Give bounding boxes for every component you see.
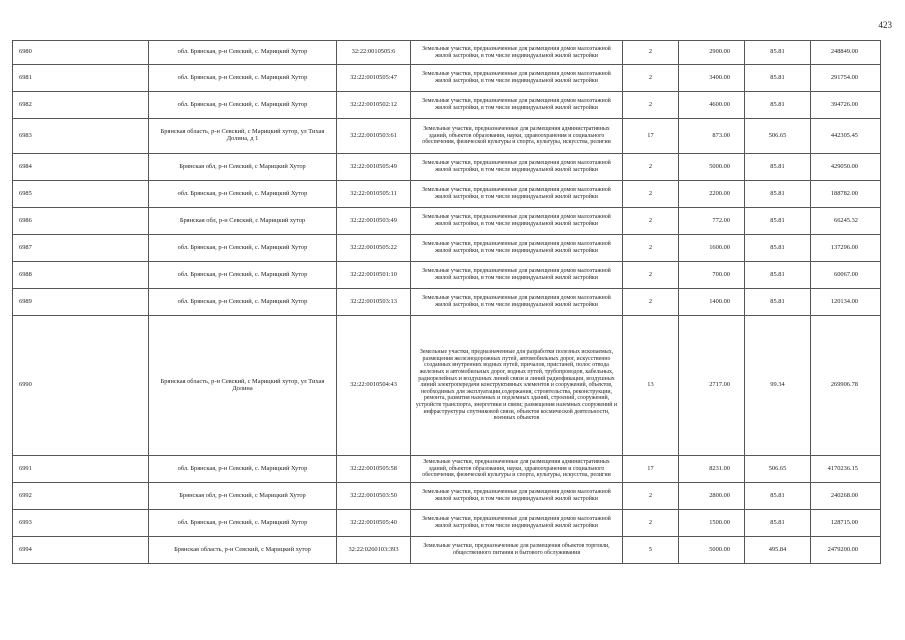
cell-land-purpose: Земельные участки, предназначенные для размещения домов малоэтажной жилой застройки, в том числе индивидуальной жилой застройки — [411, 262, 623, 289]
cell-cadastral-value: 2479200.00 — [811, 537, 881, 564]
cell-specific-value: 99.34 — [745, 316, 811, 456]
cell-address: Брянская область, р-н Севский, с Марицкий хутор, ул Тихая Долина, д 1 — [149, 119, 337, 154]
cell-address: Брянская область, р-н Севский, с Марицкий хутор, ул Тихая Долина — [149, 316, 337, 456]
cell-number: 6989 — [13, 289, 149, 316]
table-body — [13, 41, 881, 564]
cell-cadastral-number: 32:22:0010505:6 — [337, 41, 411, 65]
cell-specific-value: 85.81 — [745, 208, 811, 235]
cell-area: 5000.00 — [679, 154, 745, 181]
table-row — [13, 154, 881, 181]
cell-group: 5 — [623, 537, 679, 564]
cell-number: 6980 — [13, 41, 149, 65]
cell-cadastral-number: 32:22:0010505:11 — [337, 181, 411, 208]
cell-number: 6984 — [13, 154, 149, 181]
cell-cadastral-number: 32:22:0010503:61 — [337, 119, 411, 154]
cell-cadastral-number: 32:22:0010505:47 — [337, 65, 411, 92]
table-row — [13, 208, 881, 235]
cell-specific-value: 506.65 — [745, 456, 811, 483]
cell-specific-value: 85.81 — [745, 262, 811, 289]
cell-area: 8231.00 — [679, 456, 745, 483]
table-row — [13, 510, 881, 537]
cell-address: Брянская обл, р-н Севский, с Марицкий хутор — [149, 208, 337, 235]
table-row — [13, 537, 881, 564]
table-row — [13, 235, 881, 262]
table-row — [13, 289, 881, 316]
cell-cadastral-value: 269906.78 — [811, 316, 881, 456]
cell-specific-value: 85.81 — [745, 289, 811, 316]
cell-address: обл. Брянская, р-н Севский, с. Марицкий Хутор — [149, 262, 337, 289]
cell-land-purpose: Земельные участки, предназначенные для размещения домов малоэтажной жилой застройки, в том числе индивидуальной жилой застройки — [411, 235, 623, 262]
cell-number: 6982 — [13, 92, 149, 119]
cell-number: 6993 — [13, 510, 149, 537]
cell-cadastral-number: 32:22:0010505:58 — [337, 456, 411, 483]
table-row — [13, 181, 881, 208]
cell-area: 2717.00 — [679, 316, 745, 456]
cell-number: 6986 — [13, 208, 149, 235]
cell-number: 6987 — [13, 235, 149, 262]
table-row — [13, 119, 881, 154]
cell-cadastral-number: 32:22:0010504:43 — [337, 316, 411, 456]
cell-specific-value: 85.81 — [745, 41, 811, 65]
cell-area: 772.00 — [679, 208, 745, 235]
cell-group: 17 — [623, 119, 679, 154]
cell-area: 2200.00 — [679, 181, 745, 208]
cell-group: 2 — [623, 483, 679, 510]
cell-land-purpose: Земельные участки, предназначенные для размещения домов малоэтажной жилой застройки, в том числе индивидуальной жилой застройки — [411, 92, 623, 119]
cell-cadastral-number: 32:22:0010501:10 — [337, 262, 411, 289]
cell-cadastral-value: 394726.00 — [811, 92, 881, 119]
cell-cadastral-number: 32:22:0260103:393 — [337, 537, 411, 564]
cell-area: 5000.00 — [679, 537, 745, 564]
cell-specific-value: 506.65 — [745, 119, 811, 154]
cell-group: 17 — [623, 456, 679, 483]
cell-cadastral-value: 128715.00 — [811, 510, 881, 537]
cell-group: 2 — [623, 181, 679, 208]
table-row — [13, 92, 881, 119]
cell-group: 2 — [623, 208, 679, 235]
cell-area: 700.00 — [679, 262, 745, 289]
cell-address: обл. Брянская, р-н Севский, с. Марицкий Хутор — [149, 456, 337, 483]
cell-cadastral-value: 4170236.15 — [811, 456, 881, 483]
cell-number: 6994 — [13, 537, 149, 564]
cell-specific-value: 85.81 — [745, 65, 811, 92]
cell-specific-value: 85.81 — [745, 483, 811, 510]
cell-specific-value: 495.84 — [745, 537, 811, 564]
cell-area: 1600.00 — [679, 235, 745, 262]
cell-number: 6990 — [13, 316, 149, 456]
cell-area: 2800.00 — [679, 483, 745, 510]
table-row — [13, 483, 881, 510]
cell-specific-value: 85.81 — [745, 92, 811, 119]
cell-specific-value: 85.81 — [745, 235, 811, 262]
cell-land-purpose: Земельные участки, предназначенные для размещения домов малоэтажной жилой застройки, в том числе индивидуальной жилой застройки — [411, 289, 623, 316]
cell-group: 2 — [623, 262, 679, 289]
cell-land-purpose: Земельные участки, предназначенные для размещения административных зданий, объектов образования, науки, здравоохранения и социального обеспечения, физической культуры и спорта, культуры, искусства, религии — [411, 456, 623, 483]
cell-cadastral-value: 137296.00 — [811, 235, 881, 262]
cell-cadastral-value: 291754.00 — [811, 65, 881, 92]
cell-cadastral-value: 442305.45 — [811, 119, 881, 154]
cadastral-value-table — [12, 40, 881, 564]
cell-area: 873.00 — [679, 119, 745, 154]
cell-address: обл. Брянская, р-н Севский, с. Марицкий Хутор — [149, 65, 337, 92]
cell-cadastral-value: 60067.00 — [811, 262, 881, 289]
cell-group: 2 — [623, 41, 679, 65]
cell-cadastral-number: 32:22:0010503:50 — [337, 483, 411, 510]
cell-group: 2 — [623, 289, 679, 316]
cell-group: 2 — [623, 92, 679, 119]
cell-land-purpose: Земельные участки, предназначенные для размещения объектов торговли, общественного питания и бытового обслуживания — [411, 537, 623, 564]
cell-cadastral-value: 248849.00 — [811, 41, 881, 65]
cell-group: 2 — [623, 65, 679, 92]
cell-land-purpose: Земельные участки, предназначенные для размещения домов малоэтажной жилой застройки, в том числе индивидуальной жилой застройки — [411, 208, 623, 235]
cell-specific-value: 85.81 — [745, 154, 811, 181]
cell-address: обл. Брянская, р-н Севский, с. Марицкий Хутор — [149, 92, 337, 119]
cell-group: 2 — [623, 154, 679, 181]
cell-land-purpose: Земельные участки, предназначенные для размещения домов малоэтажной жилой застройки, в том числе индивидуальной жилой застройки — [411, 181, 623, 208]
cell-group: 13 — [623, 316, 679, 456]
cell-address: Брянская обл, р-н Севский, с Марицкий Хутор — [149, 154, 337, 181]
cell-address: обл. Брянская, р-н Севский, с. Марицкий Хутор — [149, 235, 337, 262]
cell-number: 6992 — [13, 483, 149, 510]
cell-address: обл. Брянская, р-н Севский, с. Марицкий Хутор — [149, 510, 337, 537]
cell-address: обл. Брянская, р-н Севский, с. Марицкий Хутор — [149, 181, 337, 208]
cell-address: Брянская обл, р-н Севский, с Марицкий Хутор — [149, 483, 337, 510]
cell-number: 6988 — [13, 262, 149, 289]
cell-group: 2 — [623, 510, 679, 537]
cell-group: 2 — [623, 235, 679, 262]
cell-cadastral-value: 120134.00 — [811, 289, 881, 316]
cell-cadastral-value: 66245.32 — [811, 208, 881, 235]
cell-area: 3400.00 — [679, 65, 745, 92]
cell-area: 1400.00 — [679, 289, 745, 316]
cell-specific-value: 85.81 — [745, 181, 811, 208]
cell-cadastral-number: 32:22:0010505:22 — [337, 235, 411, 262]
cell-cadastral-number: 32:22:0010505:49 — [337, 154, 411, 181]
cell-address: Брянская область, р-н Севский, с Марицкий хутор — [149, 537, 337, 564]
cell-land-purpose: Земельные участки, предназначенные для разработки полезных ископаемых, размещения железнодорожных путей, автомобильных дорог, искусственно созданных внутренних водных путей, причалов, пристаней, полос отвода железных и автомобильных дорог, водных путей, трубопроводов, кабельных, радиорелейных и воздушных линий связи и линий радиофикации, воздушных линий электропередачи конструктивных элементов и сооружений, объектов, необходимых для эксплуатации,содержания, строительства, реконструкции, ремонта, развития наземных и подземных зданий, строений, сооружений, устройств транспорта, энергетики и связи; размещения наземных сооружений и инфраструктуры спутниковой связи, объектов космической деятельности, военных объектов — [411, 316, 623, 456]
table-row — [13, 41, 881, 65]
cell-number: 6985 — [13, 181, 149, 208]
cell-number: 6991 — [13, 456, 149, 483]
cell-address: обл. Брянская, р-н Севский, с. Марицкий Хутор — [149, 289, 337, 316]
cell-cadastral-number: 32:22:0010503:49 — [337, 208, 411, 235]
cell-land-purpose: Земельные участки, предназначенные для размещения домов малоэтажной жилой застройки, в том числе индивидуальной жилой застройки — [411, 483, 623, 510]
cell-number: 6981 — [13, 65, 149, 92]
page-number: 423 — [878, 20, 892, 30]
table-row — [13, 316, 881, 456]
cell-cadastral-value: 188782.00 — [811, 181, 881, 208]
cell-land-purpose: Земельные участки, предназначенные для размещения административных зданий, объектов образования, науки, здравоохранения и социального обеспечения, физической культуры и спорта, культуры, искусства, религии — [411, 119, 623, 154]
cell-cadastral-number: 32:22:0010502:12 — [337, 92, 411, 119]
cell-area: 1500.00 — [679, 510, 745, 537]
cell-specific-value: 85.81 — [745, 510, 811, 537]
cell-area: 4600.00 — [679, 92, 745, 119]
cell-cadastral-number: 32:22:0010503:13 — [337, 289, 411, 316]
cell-land-purpose: Земельные участки, предназначенные для размещения домов малоэтажной жилой застройки, в том числе индивидуальной жилой застройки — [411, 65, 623, 92]
cell-cadastral-number: 32:22:0010505:40 — [337, 510, 411, 537]
table-row — [13, 262, 881, 289]
cell-cadastral-value: 240268.00 — [811, 483, 881, 510]
table-row — [13, 456, 881, 483]
cell-area: 2900.00 — [679, 41, 745, 65]
cell-land-purpose: Земельные участки, предназначенные для размещения домов малоэтажной жилой застройки, в том числе индивидуальной жилой застройки — [411, 510, 623, 537]
cell-address: обл. Брянская, р-н Севский, с. Марицкий Хутор — [149, 41, 337, 65]
cell-land-purpose: Земельные участки, предназначенные для размещения домов малоэтажной жилой застройки, в том числе индивидуальной жилой застройки — [411, 154, 623, 181]
cell-number: 6983 — [13, 119, 149, 154]
cell-cadastral-value: 429050.00 — [811, 154, 881, 181]
table-row — [13, 65, 881, 92]
cell-land-purpose: Земельные участки, предназначенные для размещения домов малоэтажной жилой застройки, в том числе индивидуальной жилой застройки — [411, 41, 623, 65]
